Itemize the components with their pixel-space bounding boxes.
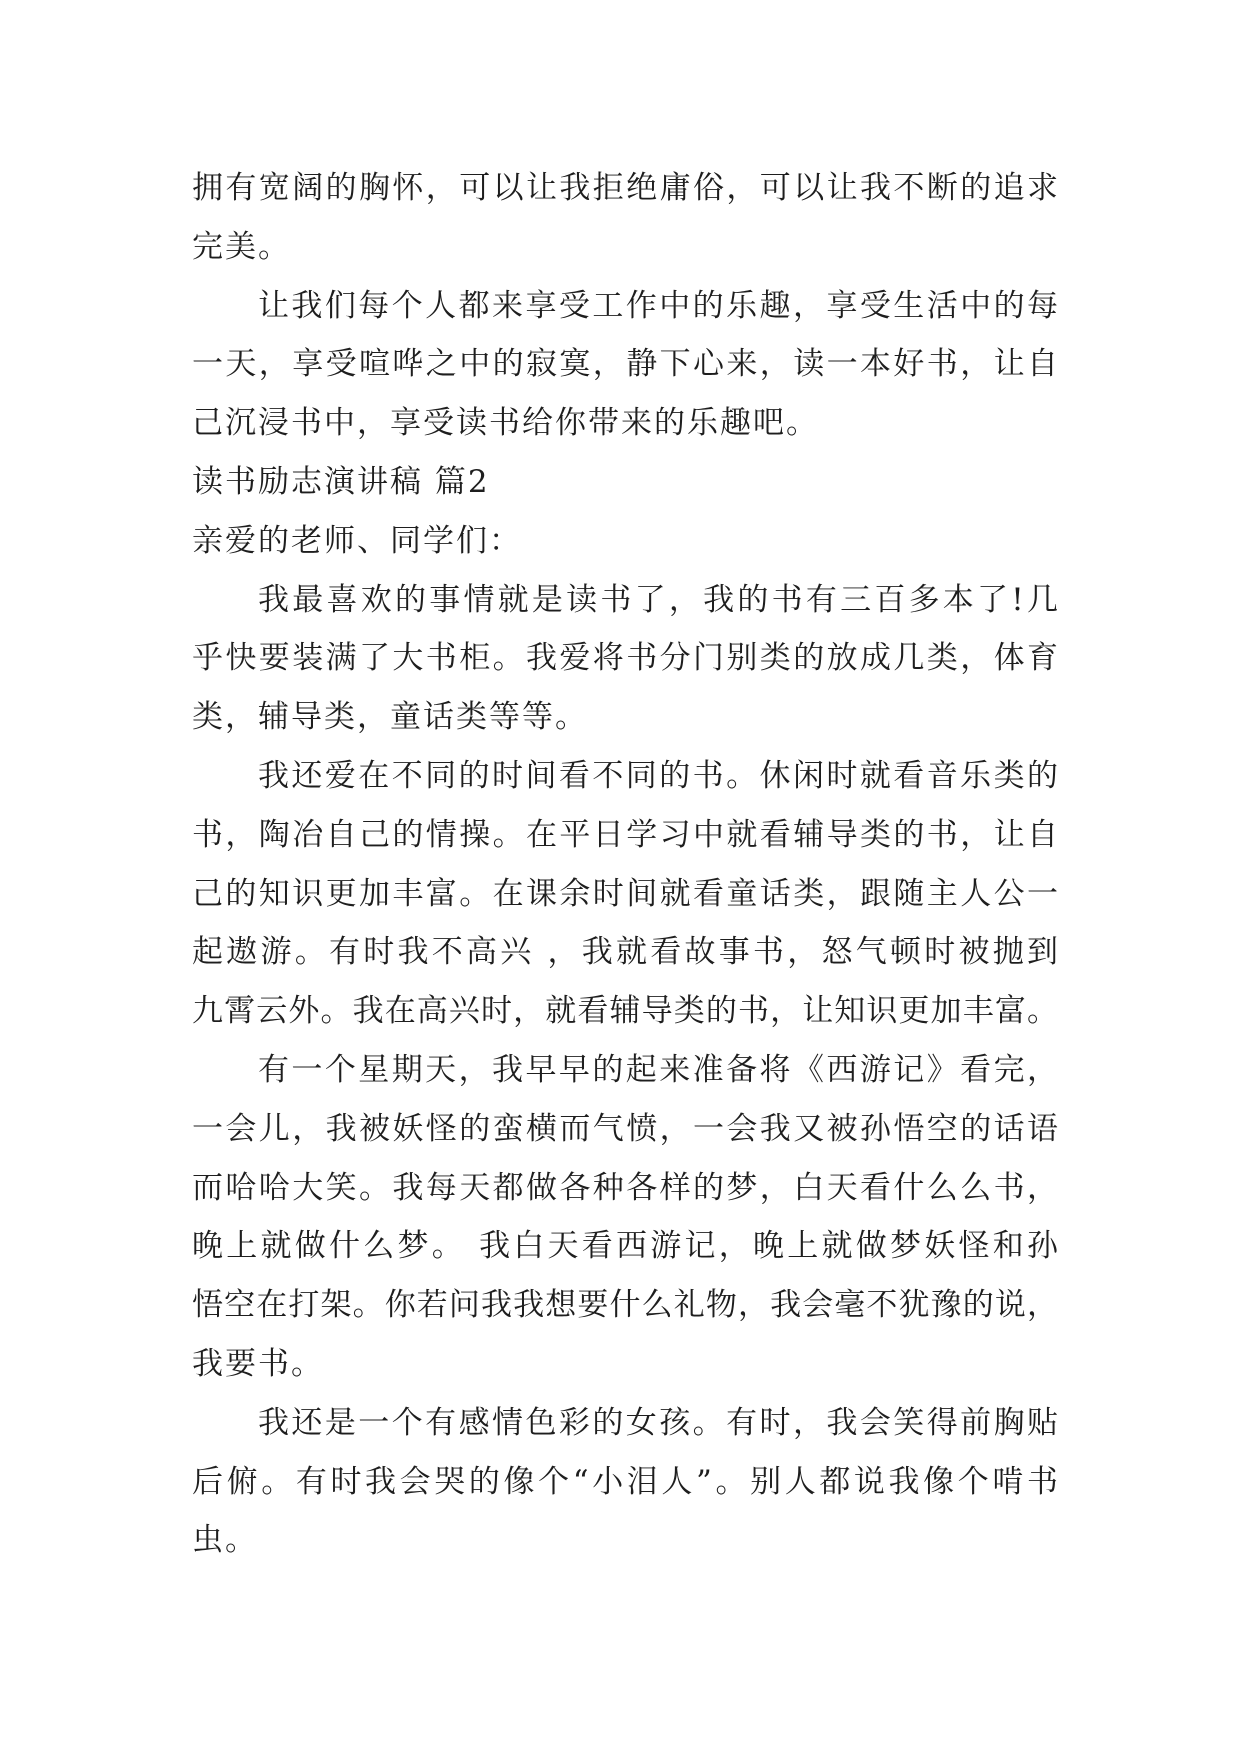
text-line: 己沉浸书中，享受读书给你带来的乐趣吧。 <box>192 405 819 442</box>
text-line: 九霄云外。我在高兴时，就看辅导类的书，让知识更加丰富。 <box>192 993 1058 1030</box>
text-line: 我最喜欢的事情就是读书了，我的书有三百多本了!几 <box>258 581 1058 618</box>
text-line: 悟空在打架。你若问我我想要什么礼物，我会毫不犹豫的说， <box>192 1287 1058 1324</box>
document-body <box>192 159 1058 1570</box>
paragraph <box>192 159 1058 277</box>
paragraph <box>192 1394 1058 1570</box>
paragraph <box>192 1041 1058 1394</box>
salutation: 亲爱的老师、同学们： <box>192 522 522 559</box>
text-line: 后俯。有时我会哭的像个“小泪人”。别人都说我像个啃书 <box>192 1463 1058 1500</box>
paragraph <box>192 747 1058 1041</box>
text-line: 晚上就做什么梦。 我白天看西游记，晚上就做梦妖怪和孙 <box>192 1228 1058 1265</box>
text-line: 书，陶冶自己的情操。在平日学习中就看辅导类的书，让自 <box>192 816 1058 853</box>
text-line: 我还爱在不同的时间看不同的书。休闲时就看音乐类的 <box>258 757 1058 794</box>
text-line: 我要书。 <box>192 1345 324 1382</box>
text-line: 拥有宽阔的胸怀，可以让我拒绝庸俗，可以让我不断的追求 <box>192 170 1058 206</box>
text-line: 一会儿，我被妖怪的蛮横而气愤，一会我又被孙悟空的话语 <box>192 1110 1058 1147</box>
paragraph <box>192 571 1058 747</box>
text-line: 而哈哈大笑。我每天都做各种各样的梦，白天看什么么书， <box>192 1169 1058 1206</box>
text-line: 虫。 <box>192 1522 258 1559</box>
text-line: 我还是一个有感情色彩的女孩。有时，我会笑得前胸贴 <box>258 1404 1058 1441</box>
text-line: 完美。 <box>192 228 291 265</box>
text-line: 乎快要装满了大书柜。我爱将书分门别类的放成几类，体育 <box>192 640 1058 677</box>
text-line: 类，辅导类，童话类等等。 <box>192 699 588 736</box>
text-line: 己的知识更加丰富。在课余时间就看童话类，跟随主人公一 <box>192 875 1058 912</box>
paragraph <box>192 277 1058 453</box>
text-line: 一天，享受喧哗之中的寂寞，静下心来，读一本好书，让自 <box>192 346 1058 383</box>
section-heading: 读书励志演讲稿 篇2 <box>192 463 490 500</box>
text-line: 让我们每个人都来享受工作中的乐趣，享受生活中的每 <box>258 287 1058 324</box>
text-line: 起遨游。有时我不高兴 ，我就看故事书，怒气顿时被抛到 <box>192 934 1058 971</box>
text-line: 有一个星期天，我早早的起来准备将《西游记》看完， <box>258 1051 1058 1088</box>
